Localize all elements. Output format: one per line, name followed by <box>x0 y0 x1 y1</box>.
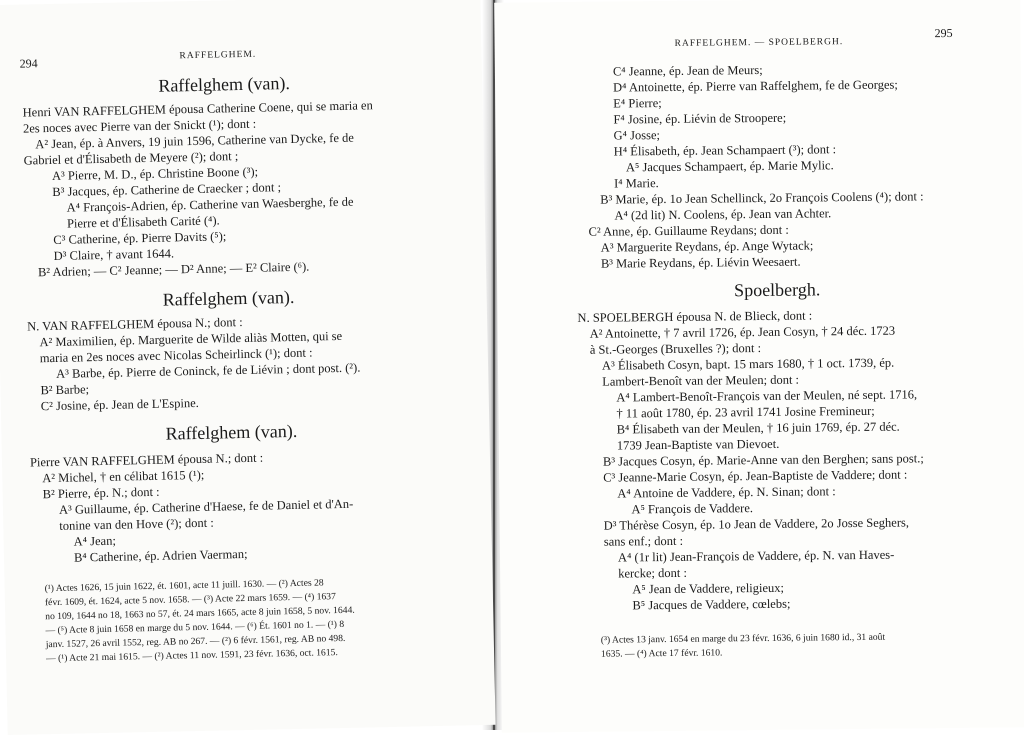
text-line: D³ Claire, † avant 1644. <box>53 246 175 263</box>
text-line: C² Josine, ép. Jean de L'Espine. <box>40 395 199 414</box>
text-line: C⁴ Jeanne, ép. Jean de Meurs; <box>612 62 763 79</box>
text-line: A⁵ Jacques Schampaert, ép. Marie Mylic. <box>625 158 834 175</box>
text-line: A³ Pierre, M. D., ép. Christine Boone (³); <box>51 164 259 183</box>
text-line: A² Maximilien, ép. Marguerite de Wilde aliàs Motten, qui se <box>39 328 343 350</box>
footnote-line: (³) Actes 13 janv. 1654 en marge du 23 févr. 1636, 6 juin 1680 id., 31 août <box>600 631 886 646</box>
text-line: A² Jean, ép. à Anvers, 19 juin 1596, Catherine van Dycke, fe de <box>35 130 355 152</box>
text-line: N. SPOELBERGH épousa N. de Blieck, dont : <box>577 308 813 325</box>
text-line: A³ Élisabeth Cosyn, bapt. 15 mars 1680, † 1 oct. 1739, ép. <box>601 355 895 373</box>
page-number: 295 <box>934 25 953 41</box>
text-line: A⁴ (2d lit) N. Coolens, ép. Jean van Achter. <box>614 206 832 223</box>
text-line: I⁴ Marie. <box>614 176 659 191</box>
text-line: à St.-Georges (Bruxelles ?); dont : <box>589 340 762 357</box>
running-head: RAFFELGHEM. <box>179 49 257 62</box>
text-line: Henri VAN RAFFELGHEM épousa Catherine Coene, qui se maria en <box>22 98 373 120</box>
text-line: C³ Jeanne-Marie Cosyn, ép. Jean-Baptiste de Vaddere; dont : <box>603 467 908 485</box>
text-line: Gabriel et d'Élisabeth de Meyere (²); dont ; <box>23 149 239 168</box>
text-line: B⁵ Jacques de Vaddere, cœlebs; <box>632 596 791 613</box>
footnote-line: (¹) Actes 1626, 15 juin 1622, ét. 1601, acte 11 juill. 1630. — (²) Actes 28 <box>44 577 324 595</box>
text-line: A⁵ François de Vaddere. <box>631 501 754 517</box>
page-number: 294 <box>19 56 38 71</box>
text-line: B² Adrien; — C² Jeanne; — D² Anne; — E² Claire (⁶). <box>37 259 310 280</box>
text-line: H⁴ Élisabeth, ép. Jean Schampaert (³); dont : <box>613 142 837 159</box>
footnote-line: no 109, 1644 no 18, 1663 no 57, ét. 24 mars 1665, acte 8 juin 1658, 5 nov. 1644. <box>45 604 355 623</box>
section-title: Spoelbergh. <box>734 279 821 301</box>
section-title: Raffelghem (van). <box>165 420 298 444</box>
text-line: A² Michel, † en célibat 1615 (¹); <box>42 467 205 486</box>
text-line: A⁴ François-Adrien, ép. Catherine van Waesberghe, fe de <box>66 194 354 215</box>
left-page <box>0 0 496 735</box>
text-line: N. VAN RAFFELGHEM épousa N.; dont : <box>27 315 243 334</box>
text-line: B³ Jacques, ép. Catherine de Craecker ; dont ; <box>52 180 282 199</box>
text-line: C² Anne, ép. Guillaume Reydans; dont : <box>588 222 789 239</box>
text-line: sans enf.; dont : <box>603 533 684 549</box>
footnote-line: févr. 1609, ét. 1624, acte 5 nov. 1658. — (³) Acte 22 mars 1659. — (⁴) 1637 <box>44 591 336 609</box>
text-line: E⁴ Pierre; <box>613 96 662 111</box>
text-line: 1739 Jean-Baptiste van Dievoet. <box>616 436 780 453</box>
text-line: A² Antoinette, † 7 avril 1726, ép. Jean Cosyn, † 24 déc. 1723 <box>589 323 896 341</box>
text-line: A³ Barbe, ép. Pierre de Coninck, fe de Liévin ; dont post. (²). <box>55 360 361 381</box>
text-line: A⁴ Lambert-Benoît-François van der Meulen, né sept. 1716, <box>616 387 918 405</box>
section-title: Raffelghem (van). <box>158 72 291 96</box>
text-line: † 11 août 1780, ép. 23 avril 1741 Josine Fremineur; <box>616 403 875 421</box>
footnote-line: — (¹) Acte 21 mai 1615. — (²) Actes 11 nov. 1591, 23 févr. 1636, oct. 1615. <box>45 647 338 665</box>
text-line: D⁴ Antoinette, ép. Pierre van Raffelghem, fe de Georges; <box>613 77 898 95</box>
text-line: Pierre VAN RAFFELGHEM épousa N.; dont : <box>29 450 264 470</box>
text-line: Lambert-Benoît van der Meulen; dont : <box>602 372 800 389</box>
text-line: 2es noces avec Pierre van der Snickt (¹); dont : <box>22 116 257 136</box>
text-line: B⁴ Élisabeth van der Meulen, † 16 juin 1769, ép. 27 déc. <box>616 419 900 437</box>
text-line: D³ Thérèse Cosyn, ép. 1o Jean de Vaddere, 2o Josse Seghers, <box>603 515 910 533</box>
text-line: A⁴ (1r lit) Jean-François de Vaddere, ép. N. van Haves- <box>617 547 895 565</box>
text-line: tonine van den Hove (²); dont : <box>59 515 214 533</box>
footnote-line: 1635. — (⁴) Acte 17 févr. 1610. <box>600 647 723 660</box>
text-line: B² Barbe; <box>40 382 90 398</box>
text-line: Pierre et d'Élisabeth Carité (⁴). <box>66 213 220 231</box>
text-line: A⁵ Jean de Vaddere, religieux; <box>632 580 785 597</box>
text-line: G⁴ Josse; <box>613 128 661 143</box>
running-head: RAFFELGHEM. — SPOELBERGH. <box>674 37 844 49</box>
text-line: kercke; dont : <box>618 565 687 581</box>
text-line: B⁴ Catherine, ép. Adrien Vaerman; <box>73 546 248 565</box>
text-line: F⁴ Josine, ép. Liévin de Stroopere; <box>613 110 787 127</box>
text-line: C³ Catherine, ép. Pierre Davits (⁵); <box>53 229 227 247</box>
text-line: maria en 2es noces avec Nicolas Scheirlinck (¹); dont : <box>39 345 313 366</box>
text-line: A⁴ Antoine de Vaddere, ép. N. Sinan; dont : <box>617 484 836 501</box>
footnote-line: — (⁵) Acte 8 juin 1658 en marge du 5 nov. 1644. — (⁶) Ét. 1601 no 1. — (¹) 8 <box>45 618 345 637</box>
text-line: B³ Jacques Cosyn, ép. Marie-Anne van den Berghen; sans post.; <box>602 451 924 469</box>
footnote-line: janv. 1527, 26 avril 1552, reg. AB no 267. — (²) 6 févr. 1561, reg. AB no 498. <box>45 632 346 651</box>
text-line: B² Pierre, ép. N.; dont : <box>42 484 160 502</box>
text-line: A³ Guillaume, ép. Catherine d'Haese, fe de Daniel et d'An- <box>58 496 354 517</box>
text-line: B³ Marie Reydans, ép. Liévin Weesaert. <box>600 254 801 271</box>
text-line: A³ Marguerite Reydans, ép. Ange Wytack; <box>600 238 814 255</box>
section-title: Raffelghem (van). <box>162 286 295 310</box>
text-line: A⁴ Jean; <box>73 533 117 549</box>
text-line: B³ Marie, ép. 1o Jean Schellinck, 2o François Coolens (⁴); dont : <box>600 189 924 207</box>
right-page <box>494 0 1024 733</box>
